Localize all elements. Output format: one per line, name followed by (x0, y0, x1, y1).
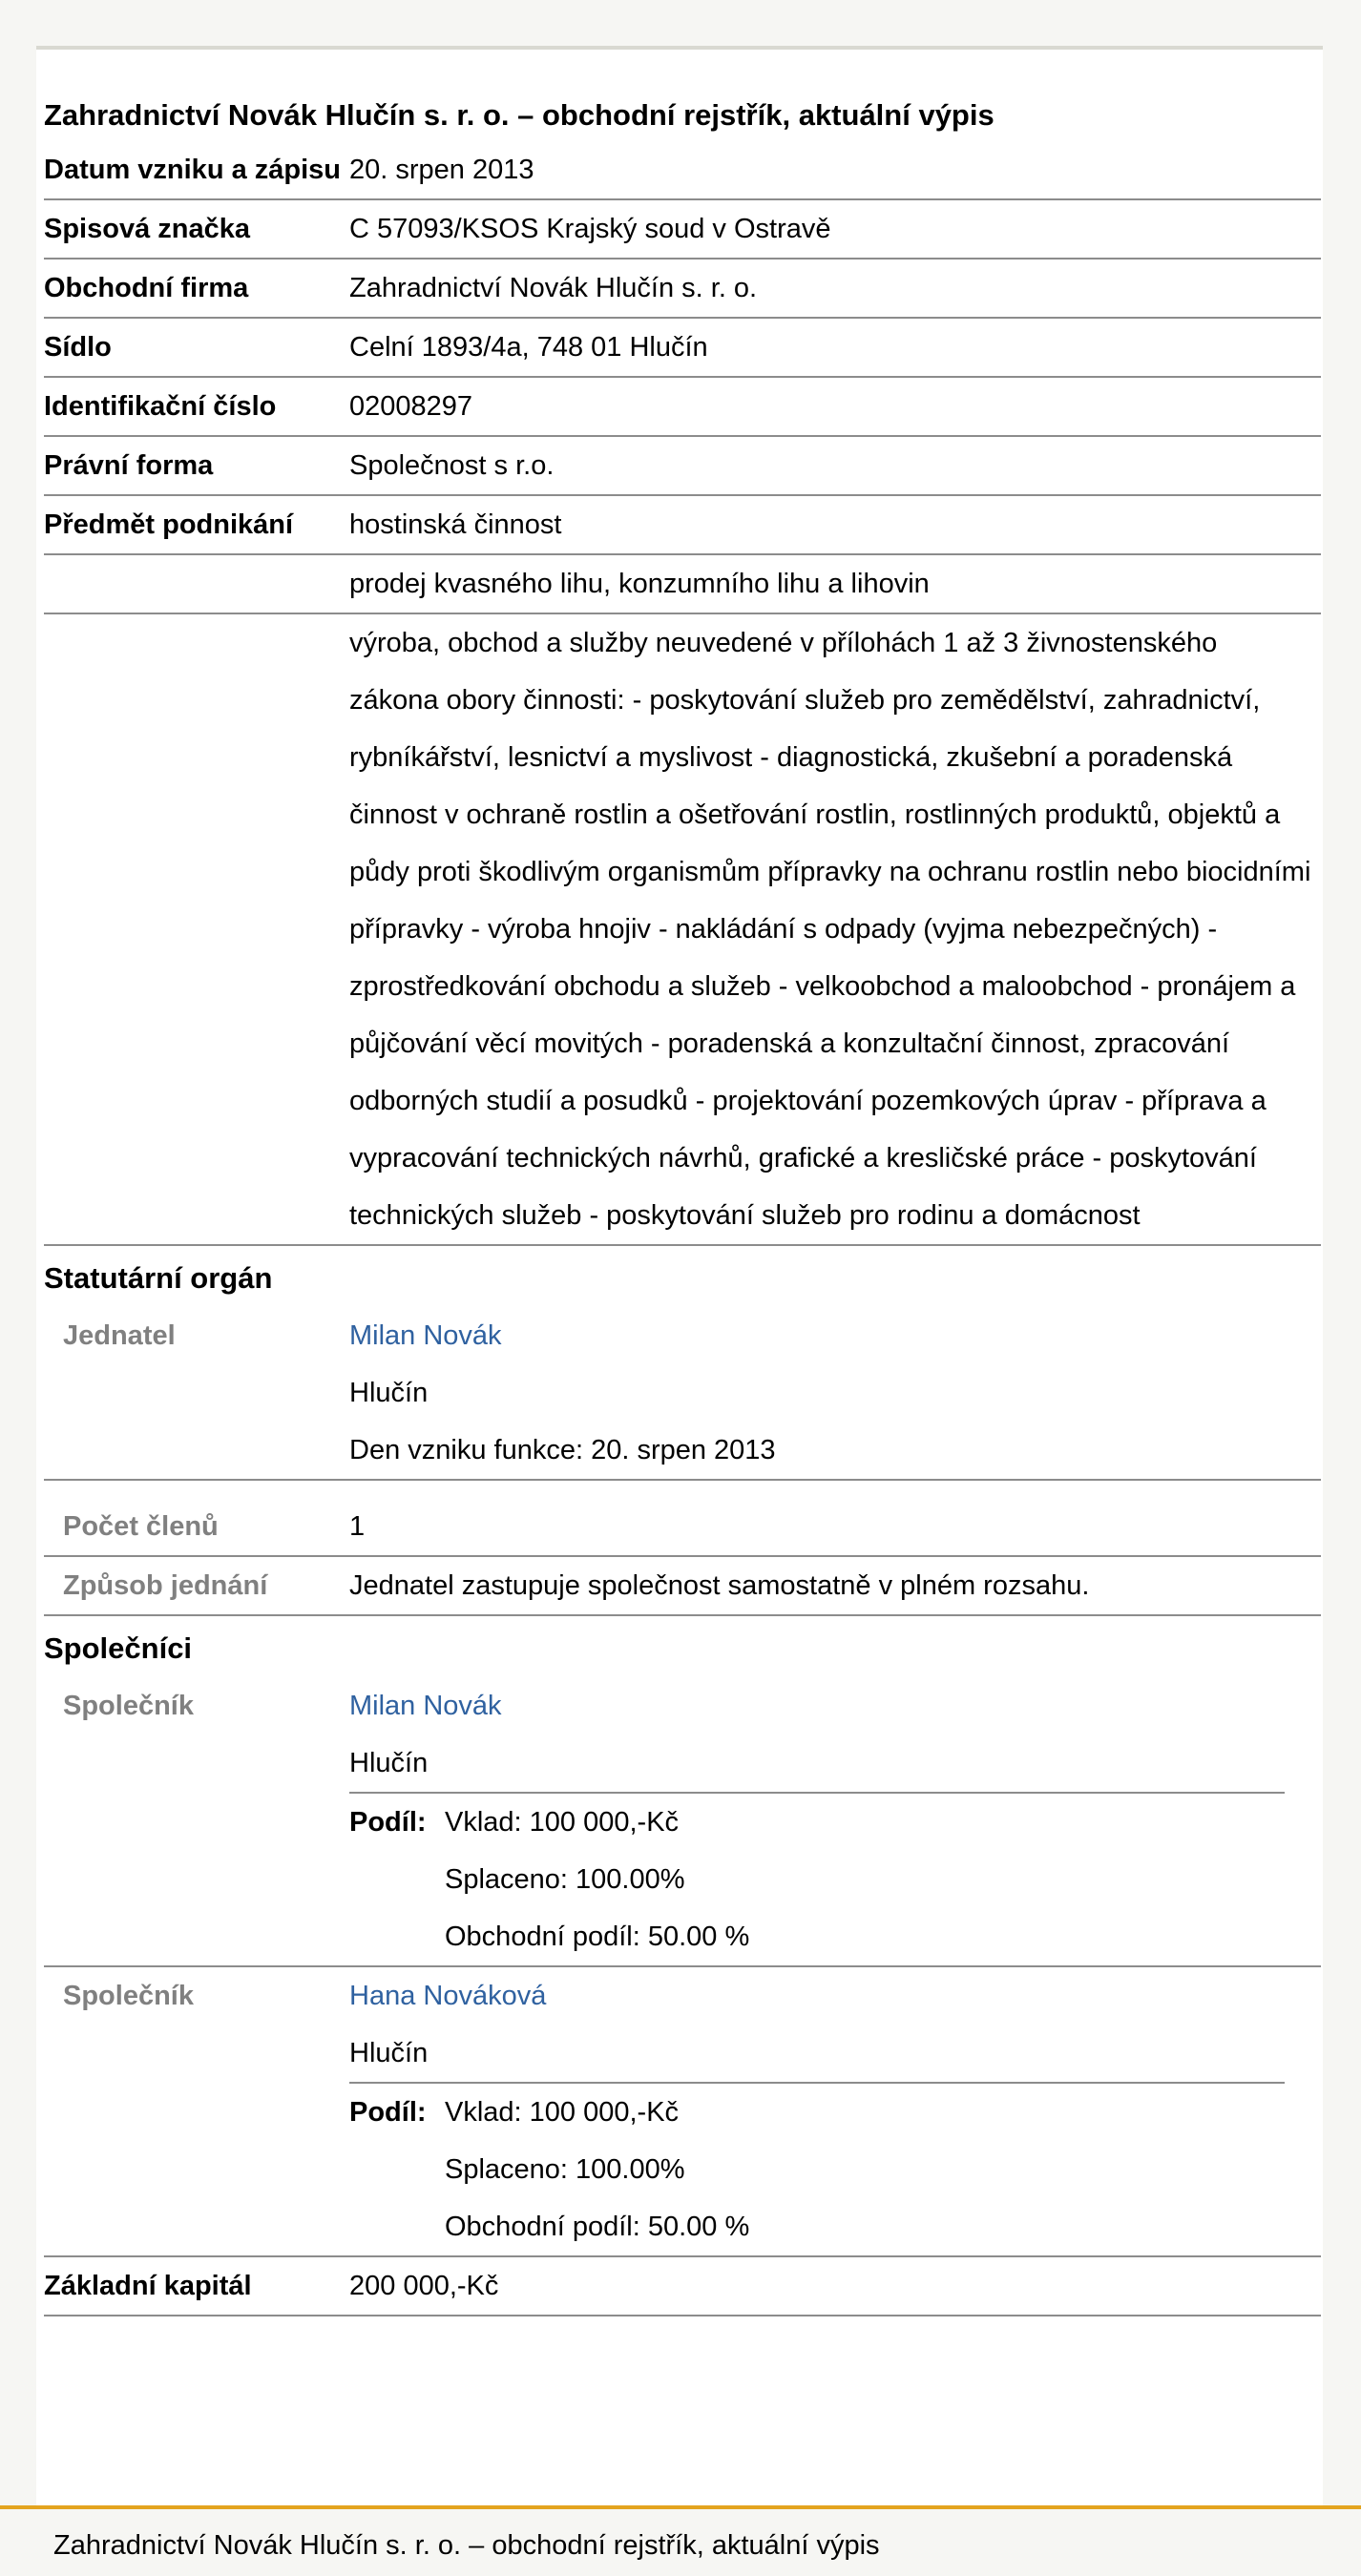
row-spolecnik (44, 1677, 1321, 1967)
row-zakladni-kapital (44, 2257, 1321, 2316)
podil-splaceno: Splaceno: 100.00% (445, 2154, 685, 2185)
register-extract (44, 97, 1321, 2316)
podil-values (445, 2084, 749, 2255)
value-sidlo: Celní 1893/4a, 748 01 Hlučín (349, 332, 708, 363)
row-predmet-podnikani (44, 496, 1321, 555)
label-sidlo: Sídlo (44, 332, 112, 363)
value-pocet-clenu: 1 (349, 1511, 366, 1542)
label-zpusob-jednani: Způsob jednání (63, 1570, 268, 1601)
label-spolecnik: Společník (63, 1691, 194, 1721)
label-obchodni-firma: Obchodní firma (44, 273, 249, 303)
row-predmet-podnikani-3 (44, 614, 1321, 1246)
spolecnik-city: Hlučín (349, 2038, 429, 2068)
label-empty (44, 614, 349, 1244)
section-heading-spolecnici: Společníci (44, 1631, 193, 1665)
page-title: Zahradnictví Novák Hlučín s. r. o. – obchodní rejstřík, aktuální výpis (44, 98, 995, 132)
spolecnik-name-link[interactable]: Hana Nováková (349, 1981, 547, 2011)
podil-label: Podíl: (349, 1807, 427, 1838)
row-datum-vzniku (44, 141, 1321, 200)
podil-block (349, 2084, 1313, 2255)
spolecnik-city: Hlučín (349, 1748, 429, 1778)
row-sidlo (44, 319, 1321, 378)
label-empty (44, 555, 349, 613)
podil-vklad: Vklad: 100 000,-Kč (445, 2097, 680, 2128)
label-datum-vzniku: Datum vzniku a zápisu (44, 155, 342, 185)
value-identifikacni-cislo: 02008297 (349, 391, 473, 422)
podil-block (349, 1794, 1313, 1965)
row-spisova-znacka (44, 200, 1321, 260)
jednatel-name-link[interactable]: Milan Novák (349, 1320, 502, 1351)
podil-label: Podíl: (349, 2097, 427, 2128)
value-datum-vzniku: 20. srpen 2013 (349, 155, 534, 185)
value-obchodni-firma: Zahradnictví Novák Hlučín s. r. o. (349, 273, 758, 303)
row-pocet-clenu (44, 1498, 1321, 1557)
row-spolecnik (44, 1967, 1321, 2257)
jednatel-funkce: Den vzniku funkce: 20. srpen 2013 (349, 1435, 776, 1465)
predmet-item: hostinská činnost (349, 509, 562, 540)
spolecnik-details (349, 1967, 1321, 2255)
spolecnik-name-link[interactable]: Milan Novák (349, 1691, 502, 1721)
label-spolecnik: Společník (63, 1981, 194, 2011)
value-pravni-forma: Společnost s r.o. (349, 450, 555, 481)
value-zakladni-kapital: 200 000,-Kč (349, 2271, 499, 2301)
value-spisova-znacka: C 57093/KSOS Krajský soud v Ostravě (349, 214, 831, 244)
podil-obchodni: Obchodní podíl: 50.00 % (445, 1922, 750, 1952)
row-predmet-podnikani-2 (44, 555, 1321, 614)
document-page (36, 46, 1323, 2505)
label-pocet-clenu: Počet členů (63, 1511, 219, 1542)
footer (0, 2505, 1361, 2576)
predmet-item: prodej kvasného lihu, konzumního lihu a lihovin (349, 569, 930, 599)
jednatel-city: Hlučín (349, 1378, 429, 1408)
podil-vklad: Vklad: 100 000,-Kč (445, 1807, 680, 1838)
row-zpusob-jednani (44, 1557, 1321, 1616)
predmet-item: výroba, obchod a služby neuvedené v přílohách 1 až 3 živnostenského zákona obory činnosti: - poskytování služeb pro zemědělství, zahradnictví, rybníkářství, lesnictví a myslivost - diagnostická, zkušební a poradenská činnost v ochraně rostlin a ošetřování rostlin, rostlinných produktů, objektů a půdy proti škodlivým organismům přípravky na ochranu rostlin nebo biocidními přípravky - výroba hnojiv - nakládání s odpady (vyjma nebezpečných) - zprostředkování obchodu a služeb - velkoobchod a maloobchod - pronájem a půjčování věcí movitých - poradenská a konzultační činnost, zpracování odborných studií a posudků - projektování pozemkových úprav - příprava a vypracování technických návrhů, grafické a kresličské práce - poskytování technických služeb - poskytování služeb pro rodinu a domácnost (349, 628, 1311, 1231)
footer-text: Zahradnictví Novák Hlučín s. r. o. – obchodní rejstřík, aktuální výpis (53, 2530, 880, 2561)
label-identifikacni-cislo: Identifikační číslo (44, 391, 277, 422)
podil-obchodni: Obchodní podíl: 50.00 % (445, 2212, 750, 2242)
podil-values (445, 1794, 749, 1965)
label-pravni-forma: Právní forma (44, 450, 214, 481)
row-obchodni-firma (44, 260, 1321, 319)
jednatel-details (349, 1307, 1321, 1479)
row-identifikacni-cislo (44, 378, 1321, 437)
label-spisova-znacka: Spisová značka (44, 214, 250, 244)
section-heading-statutarni: Statutární orgán (44, 1261, 273, 1295)
spolecnik-details (349, 1677, 1321, 1965)
row-pravni-forma (44, 437, 1321, 496)
spacer (44, 1481, 1321, 1498)
row-jednatel (44, 1307, 1321, 1481)
value-zpusob-jednani: Jednatel zastupuje společnost samostatně v plném rozsahu. (349, 1570, 1090, 1601)
label-jednatel: Jednatel (63, 1320, 176, 1351)
label-predmet-podnikani: Předmět podnikání (44, 509, 294, 540)
label-zakladni-kapital: Základní kapitál (44, 2271, 252, 2301)
podil-splaceno: Splaceno: 100.00% (445, 1864, 685, 1895)
